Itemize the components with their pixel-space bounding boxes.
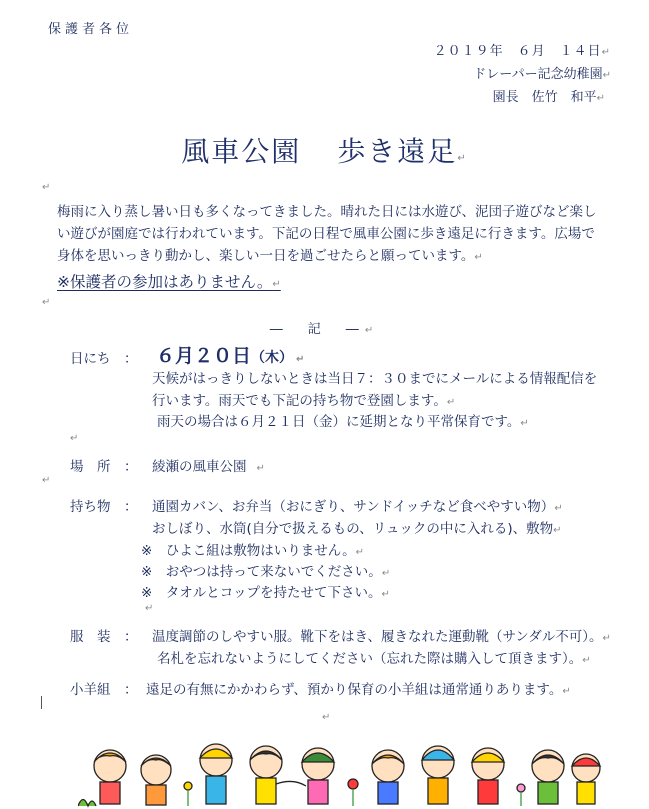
date-label: 日にち ： (70, 351, 138, 367)
school-name: ドレーパー記念幼稚園↵ (473, 67, 611, 82)
intro-paragraph (57, 201, 617, 269)
date-line-1: 天候がはっきりしないときは当日７：３０までにメールによる情報配信を (152, 371, 598, 387)
paragraph-mark: ↵ (70, 433, 79, 444)
addressee: 保護者各位 (48, 22, 134, 37)
paragraph-mark: ↵ (42, 182, 51, 193)
date-line-3: 雨天の場合は６月２１日（金）に延期となり平常保育です。↵ (157, 414, 529, 430)
place-value: 綾瀬の風車公園 ↵ (152, 459, 265, 475)
place-label: 場 所 ： (70, 459, 138, 475)
items-line-2: おしぼり、水筒(自分で扱えるもの、リュックの中に入れる)、敷物↵ (152, 521, 562, 537)
intro-line-2: い遊びが園庭では行われています。下記の日程で風車公園に歩き遠足に行きます。広場で (57, 226, 595, 242)
items-label: 持ち物 ： (70, 499, 138, 515)
items-line-1: 通園カバン、お弁当（おにぎり、サンドイッチなど食べやすい物）↵ (152, 499, 563, 515)
date-line-2: 行います。雨天でも下記の持ち物で登園します。↵ (152, 393, 456, 409)
text-cursor (41, 696, 42, 709)
lamb-group-label: 小羊組 ： (70, 682, 138, 698)
clothes-line-1: 温度調節のしやすい服。靴下をはき、履きなれた運動靴（サンダル不可）。↵ (152, 629, 611, 645)
issue-date: ２０１９年 ６月 １４日↵ (433, 44, 611, 59)
kiki-heading: ― 記 ―↵ (269, 322, 380, 337)
intro-line-3: 身体を思いっきり動かし、楽しい一日を過ごせたらと願っています。↵ (57, 248, 483, 264)
paragraph-mark: ↵ (145, 603, 154, 614)
lamb-group-value: 遠足の有無にかかわらず、預かり保育の小羊組は通常通りあります。↵ (146, 682, 571, 698)
paragraph-mark: ↵ (322, 712, 331, 723)
date-value: ６月２０日（木） ↵ (156, 345, 305, 367)
children-holding-hands-illustration (78, 738, 603, 808)
clothes-label: 服 装 ： (70, 629, 138, 645)
intro-line-1: 梅雨に入り蒸し暑い日も多くなってきました。晴れた日には水遊び、泥団子遊びなど楽し (57, 204, 597, 220)
items-note-2: ※ おやつは持って来ないでください。↵ (141, 564, 391, 580)
paragraph-mark: ↵ (42, 297, 51, 308)
paragraph-mark: ↵ (42, 475, 51, 486)
items-note-3: ※ タオルとコップを持たせて下さい。↵ (141, 585, 390, 601)
clothes-line-2: 名札を忘れないようにしてください（忘れた際は購入して頂きます）。↵ (157, 651, 591, 667)
principal-name: 園長 佐竹 和平↵ (492, 90, 605, 105)
notice-text: ※保護者の参加はありません。↵ (57, 273, 281, 291)
items-note-1: ※ ひよこ組は敷物はいりません。↵ (141, 543, 365, 559)
page-title: 風車公園 歩き遠足↵ (181, 135, 468, 168)
